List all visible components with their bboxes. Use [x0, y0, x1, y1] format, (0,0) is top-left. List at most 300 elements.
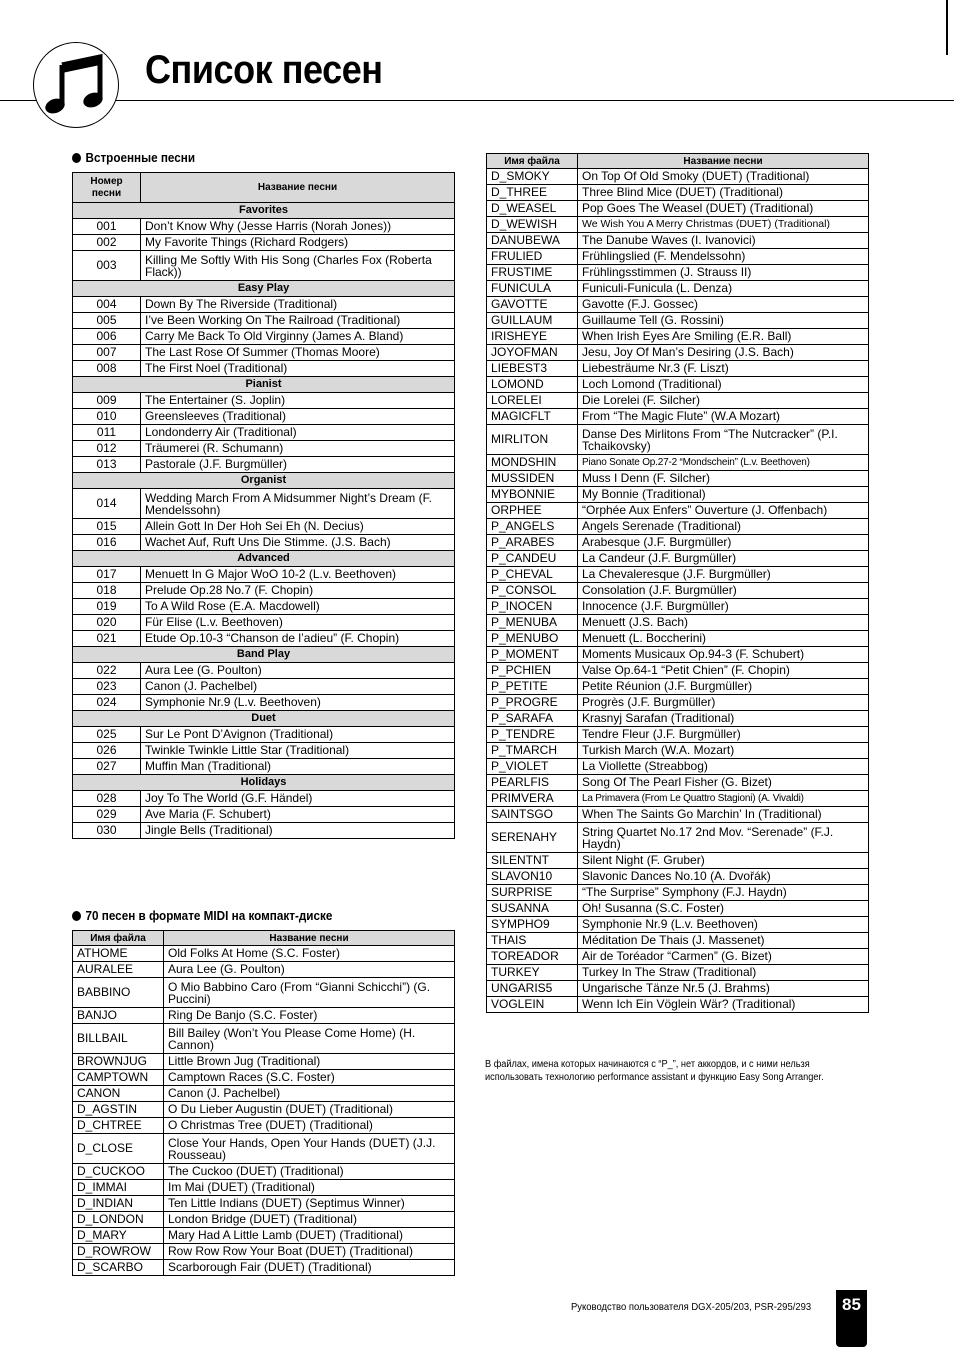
- table-row: [73, 679, 455, 695]
- table-row: [73, 807, 455, 823]
- page-title: Список песен: [145, 48, 383, 92]
- table-row: [487, 663, 869, 679]
- table-row: [487, 615, 869, 631]
- table-row: [487, 885, 869, 901]
- song-title: Jesu, Joy Of Man’s Desiring (J.S. Bach): [578, 345, 869, 361]
- table-row: [73, 1196, 455, 1212]
- category-label: Pianist: [73, 377, 455, 393]
- table-row: [487, 409, 869, 425]
- file-name: SLAVON10: [487, 869, 578, 885]
- file-name: ATHOME: [73, 946, 164, 962]
- file-name: P_TENDRE: [487, 727, 578, 743]
- song-title: From “The Magic Flute” (W.A Mozart): [578, 409, 869, 425]
- table-row: [487, 775, 869, 791]
- table-row: [73, 727, 455, 743]
- song-title: Funiculi-Funicula (L. Denza): [578, 281, 869, 297]
- file-name: D_CLOSE: [73, 1134, 164, 1164]
- table-row: [487, 807, 869, 823]
- song-number: 019: [73, 599, 141, 615]
- category-label: Advanced: [73, 551, 455, 567]
- file-name: P_SARAFA: [487, 711, 578, 727]
- song-title: The Danube Waves (I. Ivanovici): [578, 233, 869, 249]
- song-number: 017: [73, 567, 141, 583]
- song-number: 006: [73, 329, 141, 345]
- file-name: FRULIED: [487, 249, 578, 265]
- song-title: Liebesträume Nr.3 (F. Liszt): [578, 361, 869, 377]
- table-row: [73, 599, 455, 615]
- table-row: [73, 1008, 455, 1024]
- song-number: 007: [73, 345, 141, 361]
- category-label: Band Play: [73, 647, 455, 663]
- midi-songs-table-right: [486, 153, 869, 1013]
- builtin-songs-table: [72, 172, 455, 839]
- file-name: TOREADOR: [487, 949, 578, 965]
- song-title: Little Brown Jug (Traditional): [164, 1054, 455, 1070]
- table-row: [487, 759, 869, 775]
- table-row: [73, 946, 455, 962]
- song-title: Menuett (L. Boccherini): [578, 631, 869, 647]
- song-title: Ave Maria (F. Schubert): [141, 807, 455, 823]
- table-row: [487, 377, 869, 393]
- table-row: [73, 297, 455, 313]
- table-row: [487, 631, 869, 647]
- file-name: CANON: [73, 1086, 164, 1102]
- song-title: Symphonie Nr.9 (L.v. Beethoven): [141, 695, 455, 711]
- song-title: O Mio Babbino Caro (From “Gianni Schicchi”) (G. Puccini): [164, 978, 455, 1008]
- category-row: [73, 281, 455, 297]
- song-title: Frühlingsstimmen (J. Strauss II): [578, 265, 869, 281]
- song-title: When Irish Eyes Are Smiling (E.R. Ball): [578, 329, 869, 345]
- file-name: GUILLAUM: [487, 313, 578, 329]
- song-title: Aura Lee (G. Poulton): [141, 663, 455, 679]
- file-name: MUSSIDEN: [487, 471, 578, 487]
- table-row: [487, 583, 869, 599]
- song-title: “The Surprise” Symphony (F.J. Haydn): [578, 885, 869, 901]
- file-name: P_PROGRE: [487, 695, 578, 711]
- table-row: [73, 1054, 455, 1070]
- table-row: [73, 1102, 455, 1118]
- song-title: Loch Lomond (Traditional): [578, 377, 869, 393]
- song-title: We Wish You A Merry Christmas (DUET) (Traditional): [578, 217, 869, 233]
- table-row: [73, 567, 455, 583]
- table-row: [487, 567, 869, 583]
- song-title: Angels Serenade (Traditional): [578, 519, 869, 535]
- file-name: ORPHEE: [487, 503, 578, 519]
- song-title: Ten Little Indians (DUET) (Septimus Winner): [164, 1196, 455, 1212]
- song-title: Petite Réunion (J.F. Burgmüller): [578, 679, 869, 695]
- song-number: 005: [73, 313, 141, 329]
- table-row: [487, 949, 869, 965]
- song-title: Air de Toréador “Carmen” (G. Bizet): [578, 949, 869, 965]
- song-title: Pastorale (J.F. Burgmüller): [141, 457, 455, 473]
- song-title: La Chevaleresque (J.F. Burgmüller): [578, 567, 869, 583]
- song-number: 009: [73, 393, 141, 409]
- category-row: [73, 377, 455, 393]
- file-name: P_MOMENT: [487, 647, 578, 663]
- table-row: [73, 1024, 455, 1054]
- table-row: [73, 962, 455, 978]
- song-title: Innocence (J.F. Burgmüller): [578, 599, 869, 615]
- song-title: Slavonic Dances No.10 (A. Dvořák): [578, 869, 869, 885]
- song-number: 018: [73, 583, 141, 599]
- category-row: [73, 473, 455, 489]
- file-name: TURKEY: [487, 965, 578, 981]
- song-title: Aura Lee (G. Poulton): [164, 962, 455, 978]
- song-title: When The Saints Go Marchin’ In (Traditional): [578, 807, 869, 823]
- table-row: [487, 679, 869, 695]
- song-title: Progrès (J.F. Burgmüller): [578, 695, 869, 711]
- file-name: D_LONDON: [73, 1212, 164, 1228]
- table-row: [487, 519, 869, 535]
- file-name: DANUBEWA: [487, 233, 578, 249]
- table-row: [73, 425, 455, 441]
- table-row: [487, 393, 869, 409]
- song-title: Twinkle Twinkle Little Star (Traditional): [141, 743, 455, 759]
- song-title: Etude Op.10-3 “Chanson de l’adieu” (F. Chopin): [141, 631, 455, 647]
- song-number: 021: [73, 631, 141, 647]
- song-title: Krasnyj Sarafan (Traditional): [578, 711, 869, 727]
- song-title: I’ve Been Working On The Railroad (Traditional): [141, 313, 455, 329]
- file-name: P_ARABES: [487, 535, 578, 551]
- file-name: BABBINO: [73, 978, 164, 1008]
- table-row: [73, 329, 455, 345]
- table-row: [487, 329, 869, 345]
- table-row: [73, 1180, 455, 1196]
- file-name: MAGICFLT: [487, 409, 578, 425]
- song-number: 011: [73, 425, 141, 441]
- file-name: FUNICULA: [487, 281, 578, 297]
- song-title: Killing Me Softly With His Song (Charles Fox (Roberta Flack)): [141, 251, 455, 281]
- category-label: Holidays: [73, 775, 455, 791]
- table-row: [487, 791, 869, 807]
- song-title: Wedding March From A Midsummer Night’s Dream (F. Mendelssohn): [141, 489, 455, 519]
- file-name: P_PCHIEN: [487, 663, 578, 679]
- song-number: 030: [73, 823, 141, 839]
- music-note-icon: [33, 42, 119, 128]
- song-title: Wachet Auf, Ruft Uns Die Stimme. (J.S. Bach): [141, 535, 455, 551]
- file-name: D_WEASEL: [487, 201, 578, 217]
- song-title: The Last Rose Of Summer (Thomas Moore): [141, 345, 455, 361]
- category-label: Favorites: [73, 203, 455, 219]
- file-name: BANJO: [73, 1008, 164, 1024]
- song-title: Oh! Susanna (S.C. Foster): [578, 901, 869, 917]
- song-title: London Bridge (DUET) (Traditional): [164, 1212, 455, 1228]
- file-name: VOGLEIN: [487, 997, 578, 1013]
- song-title: Greensleeves (Traditional): [141, 409, 455, 425]
- song-title: Gavotte (F.J. Gossec): [578, 297, 869, 313]
- song-title: Old Folks At Home (S.C. Foster): [164, 946, 455, 962]
- table-row: [487, 217, 869, 233]
- table-row: [73, 1212, 455, 1228]
- song-title: Bill Bailey (Won’t You Please Come Home) (H. Cannon): [164, 1024, 455, 1054]
- table-row: [487, 233, 869, 249]
- file-name: P_PETITE: [487, 679, 578, 695]
- song-number: 010: [73, 409, 141, 425]
- song-title: Menuett In G Major WoO 10-2 (L.v. Beethoven): [141, 567, 455, 583]
- song-title: Moments Musicaux Op.94-3 (F. Schubert): [578, 647, 869, 663]
- song-title: Träumerei (R. Schumann): [141, 441, 455, 457]
- midi-songs-table-left: [72, 930, 455, 1276]
- table-row: [487, 647, 869, 663]
- table-row: [487, 455, 869, 471]
- song-number: 003: [73, 251, 141, 281]
- table-row: [487, 551, 869, 567]
- table-row: [73, 393, 455, 409]
- song-number: 024: [73, 695, 141, 711]
- file-name: D_MARY: [73, 1228, 164, 1244]
- file-name: MYBONNIE: [487, 487, 578, 503]
- table-row: [73, 1070, 455, 1086]
- file-name: BILLBAIL: [73, 1024, 164, 1054]
- file-name: P_TMARCH: [487, 743, 578, 759]
- song-title: Song Of The Pearl Fisher (G. Bizet): [578, 775, 869, 791]
- file-name: AURALEE: [73, 962, 164, 978]
- file-name: D_INDIAN: [73, 1196, 164, 1212]
- file-name: MIRLITON: [487, 425, 578, 455]
- song-number: 020: [73, 615, 141, 631]
- song-title: Muffin Man (Traditional): [141, 759, 455, 775]
- table-row: [487, 997, 869, 1013]
- table-row: [73, 743, 455, 759]
- page-number-tab: [836, 1290, 867, 1347]
- song-number: 008: [73, 361, 141, 377]
- file-name: P_CONSOL: [487, 583, 578, 599]
- song-title: Canon (J. Pachelbel): [141, 679, 455, 695]
- table-row: [487, 743, 869, 759]
- file-name: D_CUCKOO: [73, 1164, 164, 1180]
- table-row: [487, 869, 869, 885]
- song-number: 025: [73, 727, 141, 743]
- song-title: Wenn Ich Ein Vöglein Wär? (Traditional): [578, 997, 869, 1013]
- file-name: SURPRISE: [487, 885, 578, 901]
- p-files-note: В файлах, имена которых начинаются с “P_”, нет аккордов, и с ними нельзя использовать технологию performance assistant и функцию Easy Song Arranger.: [485, 1059, 824, 1083]
- song-title: Muss I Denn (F. Silcher): [578, 471, 869, 487]
- song-title: Joy To The World (G.F. Händel): [141, 791, 455, 807]
- table-row: [487, 917, 869, 933]
- song-number: 012: [73, 441, 141, 457]
- table-row: [487, 823, 869, 853]
- table-row: [73, 583, 455, 599]
- file-name: SERENAHY: [487, 823, 578, 853]
- header-rule: [0, 100, 954, 101]
- song-title: Prelude Op.28 No.7 (F. Chopin): [141, 583, 455, 599]
- file-name: D_AGSTIN: [73, 1102, 164, 1118]
- table-row: [73, 978, 455, 1008]
- song-title: Down By The Riverside (Traditional): [141, 297, 455, 313]
- song-title: Consolation (J.F. Burgmüller): [578, 583, 869, 599]
- table-row: [73, 759, 455, 775]
- table-row: [73, 1260, 455, 1276]
- col-song-name: Название песни: [578, 154, 869, 169]
- song-title: Für Elise (L.v. Beethoven): [141, 615, 455, 631]
- song-title: Die Lorelei (F. Silcher): [578, 393, 869, 409]
- song-title: Ungarische Tänze Nr.5 (J. Brahms): [578, 981, 869, 997]
- table-row: [73, 823, 455, 839]
- builtin-heading: Встроенные песни: [72, 150, 195, 165]
- file-name: P_MENUBA: [487, 615, 578, 631]
- table-row: [487, 201, 869, 217]
- file-name: CAMPTOWN: [73, 1070, 164, 1086]
- table-row: [487, 169, 869, 185]
- song-title: Jingle Bells (Traditional): [141, 823, 455, 839]
- file-name: SYMPHO9: [487, 917, 578, 933]
- song-number: 022: [73, 663, 141, 679]
- song-number: 016: [73, 535, 141, 551]
- song-title: Turkish March (W.A. Mozart): [578, 743, 869, 759]
- song-title: La Viollette (Streabbog): [578, 759, 869, 775]
- file-name: BROWNJUG: [73, 1054, 164, 1070]
- midi-heading: 70 песен в формате MIDI на компакт-диске: [72, 908, 332, 923]
- table-row: [487, 981, 869, 997]
- table-row: [487, 265, 869, 281]
- file-name: P_VIOLET: [487, 759, 578, 775]
- table-row: [73, 361, 455, 377]
- table-row: [73, 791, 455, 807]
- file-name: P_CANDEU: [487, 551, 578, 567]
- table-row: [487, 487, 869, 503]
- song-title: Guillaume Tell (G. Rossini): [578, 313, 869, 329]
- song-title: Piano Sonate Op.27-2 “Mondschein” (L.v. Beethoven): [578, 455, 869, 471]
- table-row: [487, 711, 869, 727]
- file-name: P_INOCEN: [487, 599, 578, 615]
- table-row: [487, 361, 869, 377]
- table-row: [487, 281, 869, 297]
- file-name: PRIMVERA: [487, 791, 578, 807]
- col-file-name: Имя файла: [73, 931, 164, 946]
- table-row: [487, 901, 869, 917]
- table-row: [73, 345, 455, 361]
- file-name: D_IMMAI: [73, 1180, 164, 1196]
- table-row: [73, 615, 455, 631]
- song-title: Allein Gott In Der Hoh Sei Eh (N. Decius): [141, 519, 455, 535]
- song-title: Valse Op.64-1 “Petit Chien” (F. Chopin): [578, 663, 869, 679]
- file-name: SUSANNA: [487, 901, 578, 917]
- file-name: D_WEWISH: [487, 217, 578, 233]
- song-title: My Bonnie (Traditional): [578, 487, 869, 503]
- table-row: [73, 1118, 455, 1134]
- table-row: [73, 1228, 455, 1244]
- file-name: IRISHEYE: [487, 329, 578, 345]
- category-row: [73, 647, 455, 663]
- table-row: [487, 535, 869, 551]
- table-row: [73, 695, 455, 711]
- table-row: [73, 663, 455, 679]
- file-name: D_ROWROW: [73, 1244, 164, 1260]
- song-number: 029: [73, 807, 141, 823]
- table-row: [487, 185, 869, 201]
- file-name: LOMOND: [487, 377, 578, 393]
- category-row: [73, 775, 455, 791]
- song-title: Im Mai (DUET) (Traditional): [164, 1180, 455, 1196]
- table-row: [487, 297, 869, 313]
- col-song-number: Номер песни: [73, 173, 141, 203]
- category-label: Duet: [73, 711, 455, 727]
- song-title: Danse Des Mirlitons From “The Nutcracker” (P.I. Tchaikovsky): [578, 425, 869, 455]
- song-title: Arabesque (J.F. Burgmüller): [578, 535, 869, 551]
- song-title: On Top Of Old Smoky (DUET) (Traditional): [578, 169, 869, 185]
- file-name: LIEBEST3: [487, 361, 578, 377]
- col-song-name: Название песни: [141, 173, 455, 203]
- page-number: 85: [842, 1295, 861, 1314]
- song-title: Three Blind Mice (DUET) (Traditional): [578, 185, 869, 201]
- song-title: Silent Night (F. Gruber): [578, 853, 869, 869]
- song-number: 004: [73, 297, 141, 313]
- song-number: 023: [73, 679, 141, 695]
- table-row: [487, 727, 869, 743]
- table-row: [73, 409, 455, 425]
- table-row: [73, 489, 455, 519]
- table-row: [487, 965, 869, 981]
- song-title: Méditation De Thais (J. Massenet): [578, 933, 869, 949]
- song-title: Close Your Hands, Open Your Hands (DUET) (J.J. Rousseau): [164, 1134, 455, 1164]
- song-number: 002: [73, 235, 141, 251]
- category-label: Easy Play: [73, 281, 455, 297]
- song-number: 028: [73, 791, 141, 807]
- file-name: D_SCARBO: [73, 1260, 164, 1276]
- file-name: D_SMOKY: [487, 169, 578, 185]
- file-name: LORELEI: [487, 393, 578, 409]
- table-row: [73, 313, 455, 329]
- table-row: [487, 313, 869, 329]
- table-row: [487, 471, 869, 487]
- song-title: Carry Me Back To Old Virginny (James A. Bland): [141, 329, 455, 345]
- song-title: Sur Le Pont D’Avignon (Traditional): [141, 727, 455, 743]
- table-row: [73, 1134, 455, 1164]
- song-title: My Favorite Things (Richard Rodgers): [141, 235, 455, 251]
- table-row: [487, 599, 869, 615]
- song-title: Menuett (J.S. Bach): [578, 615, 869, 631]
- song-title: Turkey In The Straw (Traditional): [578, 965, 869, 981]
- song-title: Frühlingslied (F. Mendelssohn): [578, 249, 869, 265]
- category-row: [73, 551, 455, 567]
- table-row: [487, 345, 869, 361]
- song-title: Scarborough Fair (DUET) (Traditional): [164, 1260, 455, 1276]
- table-row: [487, 933, 869, 949]
- table-row: [73, 519, 455, 535]
- song-title: Row Row Row Your Boat (DUET) (Traditional): [164, 1244, 455, 1260]
- song-title: Don’t Know Why (Jesse Harris (Norah Jones)): [141, 219, 455, 235]
- table-row: [487, 503, 869, 519]
- category-row: [73, 711, 455, 727]
- song-title: “Orphée Aux Enfers” Ouverture (J. Offenbach): [578, 503, 869, 519]
- song-title: Pop Goes The Weasel (DUET) (Traditional): [578, 201, 869, 217]
- table-row: [487, 853, 869, 869]
- song-title: To A Wild Rose (E.A. Macdowell): [141, 599, 455, 615]
- song-number: 013: [73, 457, 141, 473]
- file-name: SAINTSGO: [487, 807, 578, 823]
- file-name: D_CHTREE: [73, 1118, 164, 1134]
- table-row: [73, 457, 455, 473]
- song-title: La Candeur (J.F. Burgmüller): [578, 551, 869, 567]
- file-name: FRUSTIME: [487, 265, 578, 281]
- file-name: PEARLFIS: [487, 775, 578, 791]
- song-number: 014: [73, 489, 141, 519]
- table-row: [487, 249, 869, 265]
- file-name: GAVOTTE: [487, 297, 578, 313]
- file-name: P_ANGELS: [487, 519, 578, 535]
- song-title: La Primavera (From Le Quattro Stagioni) (A. Vivaldi): [578, 791, 869, 807]
- file-name: D_THREE: [487, 185, 578, 201]
- table-row: [73, 1164, 455, 1180]
- table-row: [73, 631, 455, 647]
- file-name: UNGARIS5: [487, 981, 578, 997]
- song-title: The Cuckoo (DUET) (Traditional): [164, 1164, 455, 1180]
- table-row: [73, 535, 455, 551]
- category-row: [73, 203, 455, 219]
- table-row: [73, 441, 455, 457]
- file-name: JOYOFMAN: [487, 345, 578, 361]
- file-name: P_CHEVAL: [487, 567, 578, 583]
